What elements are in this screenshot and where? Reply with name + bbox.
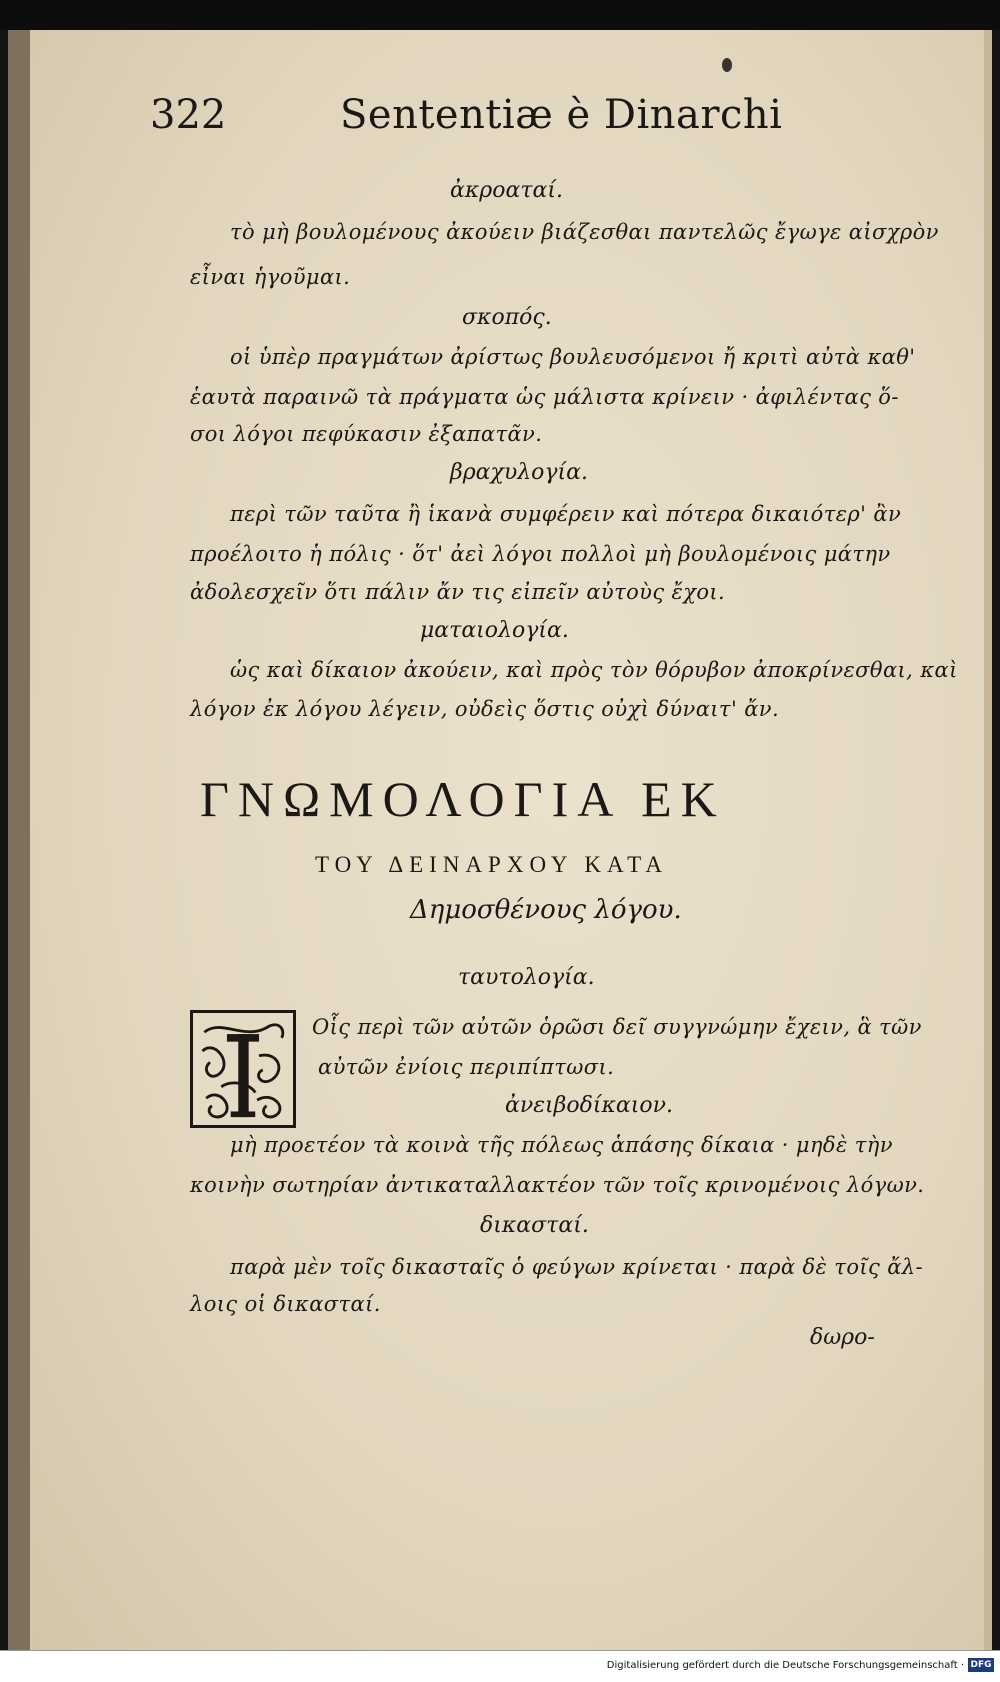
section-heading: δικασταί. xyxy=(480,1213,589,1238)
text-line: περὶ τῶν ταῦτα ἢ ἱκανὰ συμφέρειν καὶ πότερα δικαιότερ' ἂν xyxy=(230,502,902,526)
text-line: αὐτῶν ἐνίοις περιπίπτωσι. xyxy=(318,1055,615,1079)
text-line: κοινὴν σωτηρίαν ἀντικαταλλακτέον τῶν τοῖς κρινομένοις λόγων. xyxy=(190,1173,925,1197)
text-line: σοι λόγοι πεφύκασιν ἐξαπατᾶν. xyxy=(190,422,543,446)
text-line: Οἷς περὶ τῶν αὐτῶν ὁρῶσι δεῖ συγγνώμην ἔχειν, ἃ τῶν xyxy=(312,1015,922,1039)
text-line: λοις οἱ δικασταί. xyxy=(190,1292,381,1316)
footer-credit: Digitalisierung gefördert durch die Deutsche Forschungsgemeinschaft · xyxy=(606,1660,964,1671)
text-line: οἱ ὑπὲρ πραγμάτων ἀρίστως βουλευσόμενοι ἤ κριτὶ αὐτὰ καθ' xyxy=(230,345,916,369)
section-heading: ματαιολογία. xyxy=(420,618,569,643)
section-heading: ἀκροαταί. xyxy=(450,178,563,203)
text-line: ὡς καὶ δίκαιον ἀκούειν, καὶ πρὸς τὸν θόρυβον ἀποκρίνεσθαι, καὶ xyxy=(230,658,958,682)
text-line: ἑαυτὰ παραινῶ τὰ πράγματα ὡς μάλιστα κρίνειν · ἀφιλέντας ὅ- xyxy=(190,385,899,409)
text-line: λόγον ἐκ λόγου λέγειν, οὐδεὶς ὅστις οὐχὶ δύναιτ' ἄν. xyxy=(190,697,780,721)
text-line: προέλοιτο ἡ πόλις · ὅτ' ἀεὶ λόγοι πολλοὶ μὴ βουλομένοις μάτην xyxy=(190,542,891,566)
scan-top-border xyxy=(0,0,1000,30)
gnomologia-subtitle-2: Δημοσθένους λόγου. xyxy=(410,895,682,925)
text-line: ἀδολεσχεῖν ὅτι πάλιν ἄν τις εἰπεῖν αὐτοὺς ἔχοι. xyxy=(190,580,726,604)
text-line: μὴ προετέον τὰ κοινὰ τῆς πόλεως ἁπάσης δίκαια · μηδὲ τὴν xyxy=(230,1133,893,1157)
gnomologia-title: ΓΝΩΜΟΛΟΓΙΑ ΕΚ xyxy=(200,771,726,827)
text-line: εἶναι ἡγοῦμαι. xyxy=(190,265,351,289)
gnomologia-subtitle: ΤΟΥ ΔΕΙΝΑΡΧΟΥ ΚΑΤΑ xyxy=(315,852,668,877)
page-edge xyxy=(984,30,992,1650)
section-heading: ταυτολογία. xyxy=(458,965,595,990)
running-head: Sententiæ è Dinarchi xyxy=(340,92,783,138)
section-heading: βραχυλογία. xyxy=(450,460,589,485)
page-number: 322 xyxy=(150,92,227,138)
catchword: δωρο- xyxy=(810,1325,875,1350)
section-heading: ἀνειβοδίκαιον. xyxy=(505,1093,674,1118)
book-page xyxy=(8,30,992,1650)
ornamental-initial-svg xyxy=(193,1013,293,1125)
text-line: παρὰ μὲν τοῖς δικασταῖς ὁ φεύγων κρίνεται · παρὰ δὲ τοῖς ἄλ- xyxy=(230,1255,924,1279)
text-line: τὸ μὴ βουλομένους ἀκούειν βιάζεσθαι παντελῶς ἔγωγε αἰσχρὸν xyxy=(230,220,939,244)
digitization-footer xyxy=(0,1650,1000,1682)
section-heading: σκοπός. xyxy=(462,305,552,330)
dfg-logo-icon: DFG xyxy=(968,1658,994,1672)
ink-smudge xyxy=(722,58,732,72)
decorated-initial-icon xyxy=(190,1010,296,1128)
